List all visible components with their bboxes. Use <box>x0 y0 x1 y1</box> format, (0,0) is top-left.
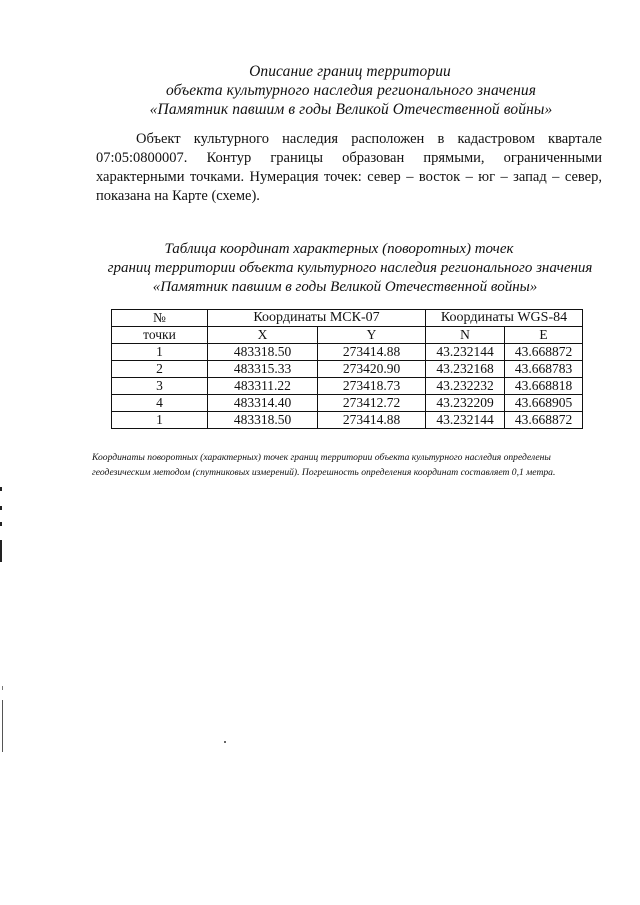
table-header-row-2 <box>112 327 583 344</box>
cell-x: 483315.33 <box>208 361 318 378</box>
table-title <box>0 240 640 297</box>
header-msk07: Координаты МСК-07 <box>208 310 426 327</box>
table-row <box>112 412 583 429</box>
cell-point: 1 <box>112 344 208 361</box>
cell-x: 483314.40 <box>208 395 318 412</box>
cell-e: 43.668905 <box>505 395 583 412</box>
cell-point: 1 <box>112 412 208 429</box>
header-point-label: точки <box>112 327 208 344</box>
header-x: X <box>208 327 318 344</box>
title-line-1: Описание границ территории <box>249 63 451 80</box>
cell-y: 273412.72 <box>318 395 426 412</box>
scan-mark <box>0 522 2 526</box>
table-row <box>112 395 583 412</box>
cell-point: 2 <box>112 361 208 378</box>
cell-x: 483318.50 <box>208 344 318 361</box>
header-point-number: № <box>112 310 208 327</box>
table-title-line-2: границ территории объекта культурного наследия регионального значения <box>107 260 593 276</box>
scan-mark <box>2 700 3 752</box>
cell-x: 483318.50 <box>208 412 318 429</box>
cell-y: 273418.73 <box>318 378 426 395</box>
scan-mark <box>224 741 226 743</box>
title-line-3: «Памятник павшим в годы Великой Отечественной войны» <box>149 101 553 118</box>
cell-e: 43.668783 <box>505 361 583 378</box>
footnote: Координаты поворотных (характерных) точек границ территории объекта культурного наследия определены геодезическим методом (спутниковых измерений). Погрешность определения координат составляет 0,1 метра. <box>92 452 556 478</box>
table-title-line-1: Таблица координат характерных (поворотных) точек <box>164 241 514 257</box>
scan-mark <box>0 540 2 562</box>
cell-n: 43.232168 <box>426 361 505 378</box>
cell-n: 43.232232 <box>426 378 505 395</box>
table-title-line-3: «Памятник павшим в годы Великой Отечественной войны» <box>152 279 538 295</box>
title-line-2: объекта культурного наследия регионального значения <box>165 82 537 99</box>
table-row <box>112 361 583 378</box>
coordinates-table <box>111 309 583 429</box>
scan-mark <box>0 506 2 510</box>
scan-mark <box>2 686 3 690</box>
cell-point: 3 <box>112 378 208 395</box>
description-paragraph: Объект культурного наследия расположен в кадастровом квартале 07:05:0800007. Контур границы образован прямыми, ограниченными характерными точками. Нумерация точек: север – восток – юг – запад – север, показана на Карте (схеме). <box>96 131 602 204</box>
header-y: Y <box>318 327 426 344</box>
cell-e: 43.668818 <box>505 378 583 395</box>
cell-y: 273414.88 <box>318 412 426 429</box>
cell-y: 273420.90 <box>318 361 426 378</box>
cell-e: 43.668872 <box>505 344 583 361</box>
cell-point: 4 <box>112 395 208 412</box>
cell-n: 43.232144 <box>426 344 505 361</box>
cell-y: 273414.88 <box>318 344 426 361</box>
scan-mark <box>0 487 2 491</box>
cell-e: 43.668872 <box>505 412 583 429</box>
cell-x: 483311.22 <box>208 378 318 395</box>
cell-n: 43.232144 <box>426 412 505 429</box>
table-row <box>112 344 583 361</box>
table-row <box>112 378 583 395</box>
cell-n: 43.232209 <box>426 395 505 412</box>
header-n: N <box>426 327 505 344</box>
document-title <box>0 62 640 119</box>
header-e: E <box>505 327 583 344</box>
header-wgs84: Координаты WGS-84 <box>426 310 583 327</box>
table-header-row-1 <box>112 310 583 327</box>
